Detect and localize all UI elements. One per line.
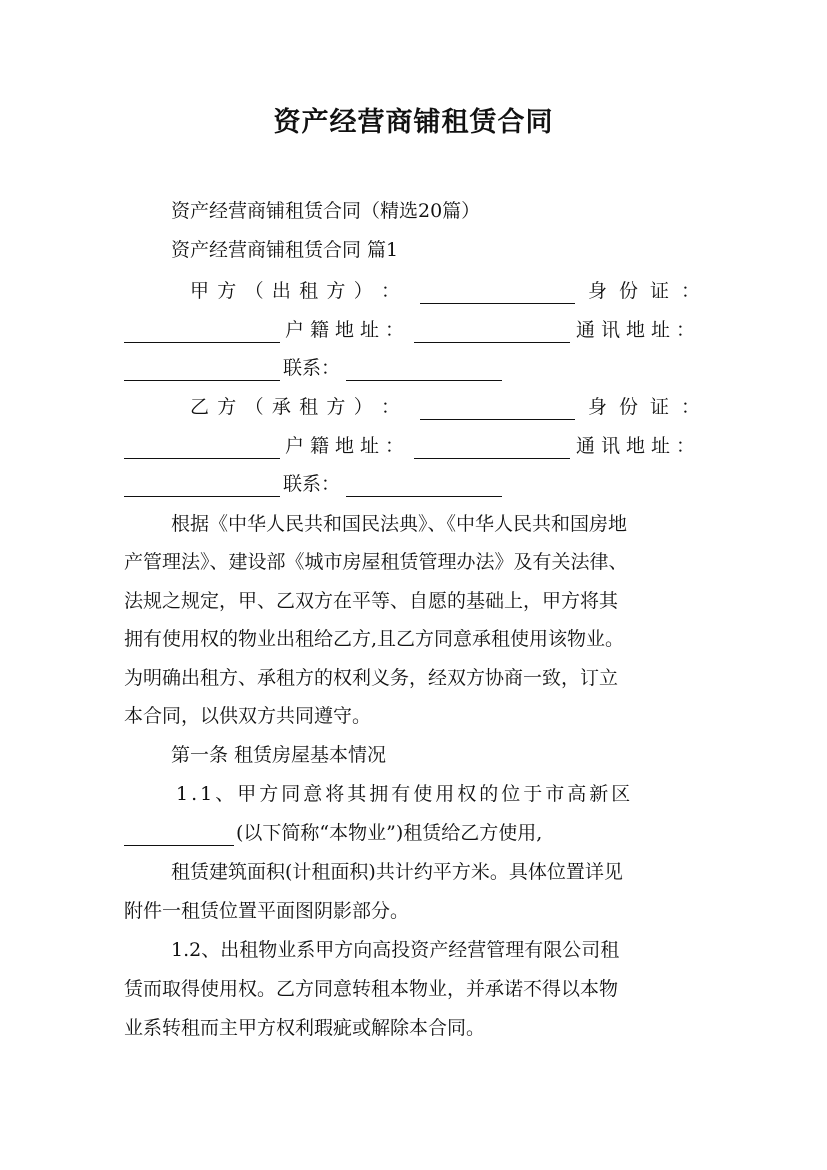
party-b-address-blank [414,431,570,459]
party-a-contact-blank [346,353,502,381]
preamble-text-3: 法规之规定，甲、乙双方在平等、自愿的基础上，甲方将其 [124,590,619,612]
subtitle-line [0,196,827,226]
party-a-id-label: 身份证： [588,280,713,302]
subtitle: 资产经营商铺租赁合同（精选20篇） [171,200,481,222]
preamble-text-4: 拥有使用权的物业出租给乙方,且乙方同意承租使用该物业。 [124,628,625,650]
party-b-id-blank [124,431,280,459]
party-a-mail-label: 通讯地址： [576,319,702,341]
party-a-address-blank [414,315,570,343]
clause-1-2-line-2 [0,974,827,1004]
preamble-text-5: 为明确出租方、承租方的权利义务，经双方协商一致，订立 [124,667,619,689]
party-b-contact-blank [346,469,502,497]
preamble-line [0,663,827,693]
document-title: 资产经营商铺租赁合同 [273,107,554,138]
party-b-name-blank [420,392,575,420]
location-blank [124,818,234,846]
preamble-line [0,586,827,616]
clause-1-1-line-2 [0,818,827,848]
clause-1-1-text-c1: 租赁建筑面积(计租面积)共计约平方米。具体位置详见 [171,861,623,883]
preamble-line [0,509,827,539]
clause-1-2-text-1: 1.2、出租物业系甲方向高投资产经营管理有限公司租 [171,939,620,961]
party-b-line-2 [0,431,827,461]
party-b-mail-label: 通讯地址： [576,435,702,457]
part-heading-line [0,235,827,265]
party-a-contact-label: 联系： [283,357,341,379]
preamble-text-6: 本合同，以供双方共同遵守。 [124,705,372,727]
clause-1-1-line-4 [0,896,827,926]
party-a-mail-blank [124,353,280,381]
part-heading: 资产经营商铺租赁合同 篇1 [171,239,399,261]
clause-1-1-text-a: 1.1、甲方同意将其拥有使用权的位于市高新区 [176,783,634,805]
party-b-mail-blank [124,469,280,497]
party-b-address-label: 户籍地址： [285,435,411,457]
clause-1-2-text-2: 赁而取得使用权。乙方同意转租本物业，并承诺不得以本物 [124,978,619,1000]
preamble-line [0,547,827,577]
clause-1-1-line-1 [0,779,827,809]
party-b-contact-label: 联系： [283,473,341,495]
preamble-text-2: 产管理法》、建设部《城市房屋租赁管理办法》及有关法律、 [124,551,628,573]
party-a-id-blank [124,315,280,343]
party-b-line-1 [0,392,827,422]
clause-1-1-line-3 [0,857,827,887]
party-a-label: 甲 方 （ 出 租 方 ） ： [190,280,400,302]
clause-1-1-text-c2: 附件一租赁位置平面图阴影部分。 [124,900,410,922]
preamble-text-1: 根据《中华人民共和国民法典》、《中华人民共和国房地 [171,513,628,535]
clause-1-2-text-3: 业系转租而主甲方权利瑕疵或解除本合同。 [124,1017,486,1039]
clause-1-2-line-3 [0,1013,827,1043]
article-1-heading: 第一条 租赁房屋基本情况 [171,744,387,766]
party-a-address-label: 户籍地址： [285,319,411,341]
preamble-line [0,701,827,731]
party-b-label: 乙 方 （ 承 租 方 ） ： [190,396,400,418]
party-a-line-2 [0,315,827,345]
party-a-name-blank [420,276,575,304]
party-b-id-label: 身份证： [588,396,713,418]
party-b-line-3 [0,469,827,499]
article-1-heading-line [0,740,827,770]
party-a-line-3 [0,353,827,383]
clause-1-1-text-b: (以下简称“本物业”)租赁给乙方使用, [236,822,543,844]
party-a-line-1 [0,276,827,306]
preamble-line [0,624,827,654]
clause-1-2-line-1 [0,935,827,965]
